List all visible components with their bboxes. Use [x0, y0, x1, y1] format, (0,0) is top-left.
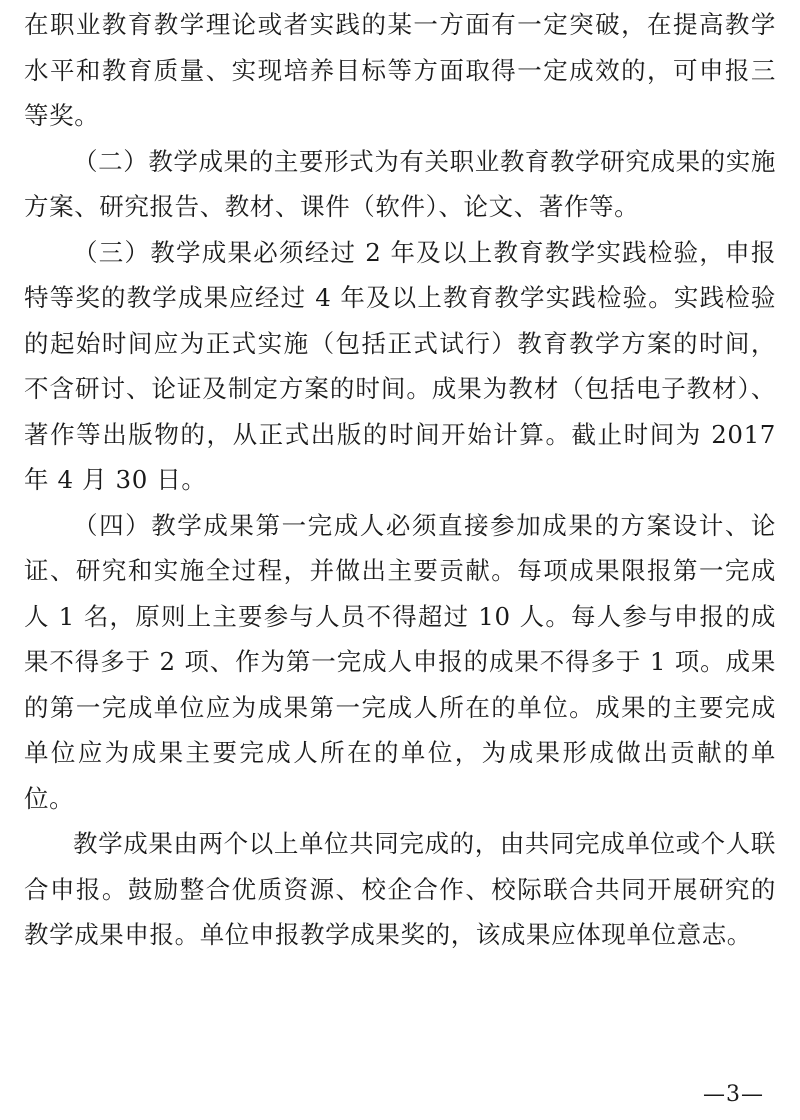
paragraph-item-2: （二）教学成果的主要形式为有关职业教育教学研究成果的实施方案、研究报告、教材、课件（软件）、论文、著作等。 [24, 146, 776, 221]
paragraph-item-3: （三）教学成果必须经过 2 年及以上教育教学实践检验，申报特等奖的教学成果应经过 4 年及以上教育教学实践检验。实践检验的起始时间应为正式实施（包括正式试行）教育教学方案的时间，不含研讨、论证及制定方案的时间。成果为教材（包括电子教材）、著作等出版物的，从正式出版的时间开始计算。截止时间为 2017 年 4 月 30 日。 [24, 237, 776, 494]
paragraph-joint-application: 教学成果由两个以上单位共同完成的，由共同完成单位或个人联合申报。鼓励整合优质资源、校企合作、校际联合共同开展研究的教学成果申报。单位申报教学成果奖的，该成果应体现单位意志。 [24, 829, 776, 949]
paragraph-item-4: （四）教学成果第一完成人必须直接参加成果的方案设计、论证、研究和实施全过程，并做出主要贡献。每项成果限报第一完成人 1 名，原则上主要参与人员不得超过 10 人。每人参与申报的成果不得多于 2 项、作为第一完成人申报的成果不得多于 1 项。成果的第一完成单位应为成果第一完成人所在的单位。成果的主要完成单位应为成果主要完成人所在的单位，为成果形成做出贡献的单位。 [24, 510, 776, 813]
document-body [24, 0, 776, 958]
paragraph-continuation: 在职业教育教学理论或者实践的某一方面有一定突破，在提高教学水平和教育质量、实现培养目标等方面取得一定成效的，可申报三等奖。 [24, 10, 776, 130]
page-number: —3— [703, 1082, 764, 1107]
